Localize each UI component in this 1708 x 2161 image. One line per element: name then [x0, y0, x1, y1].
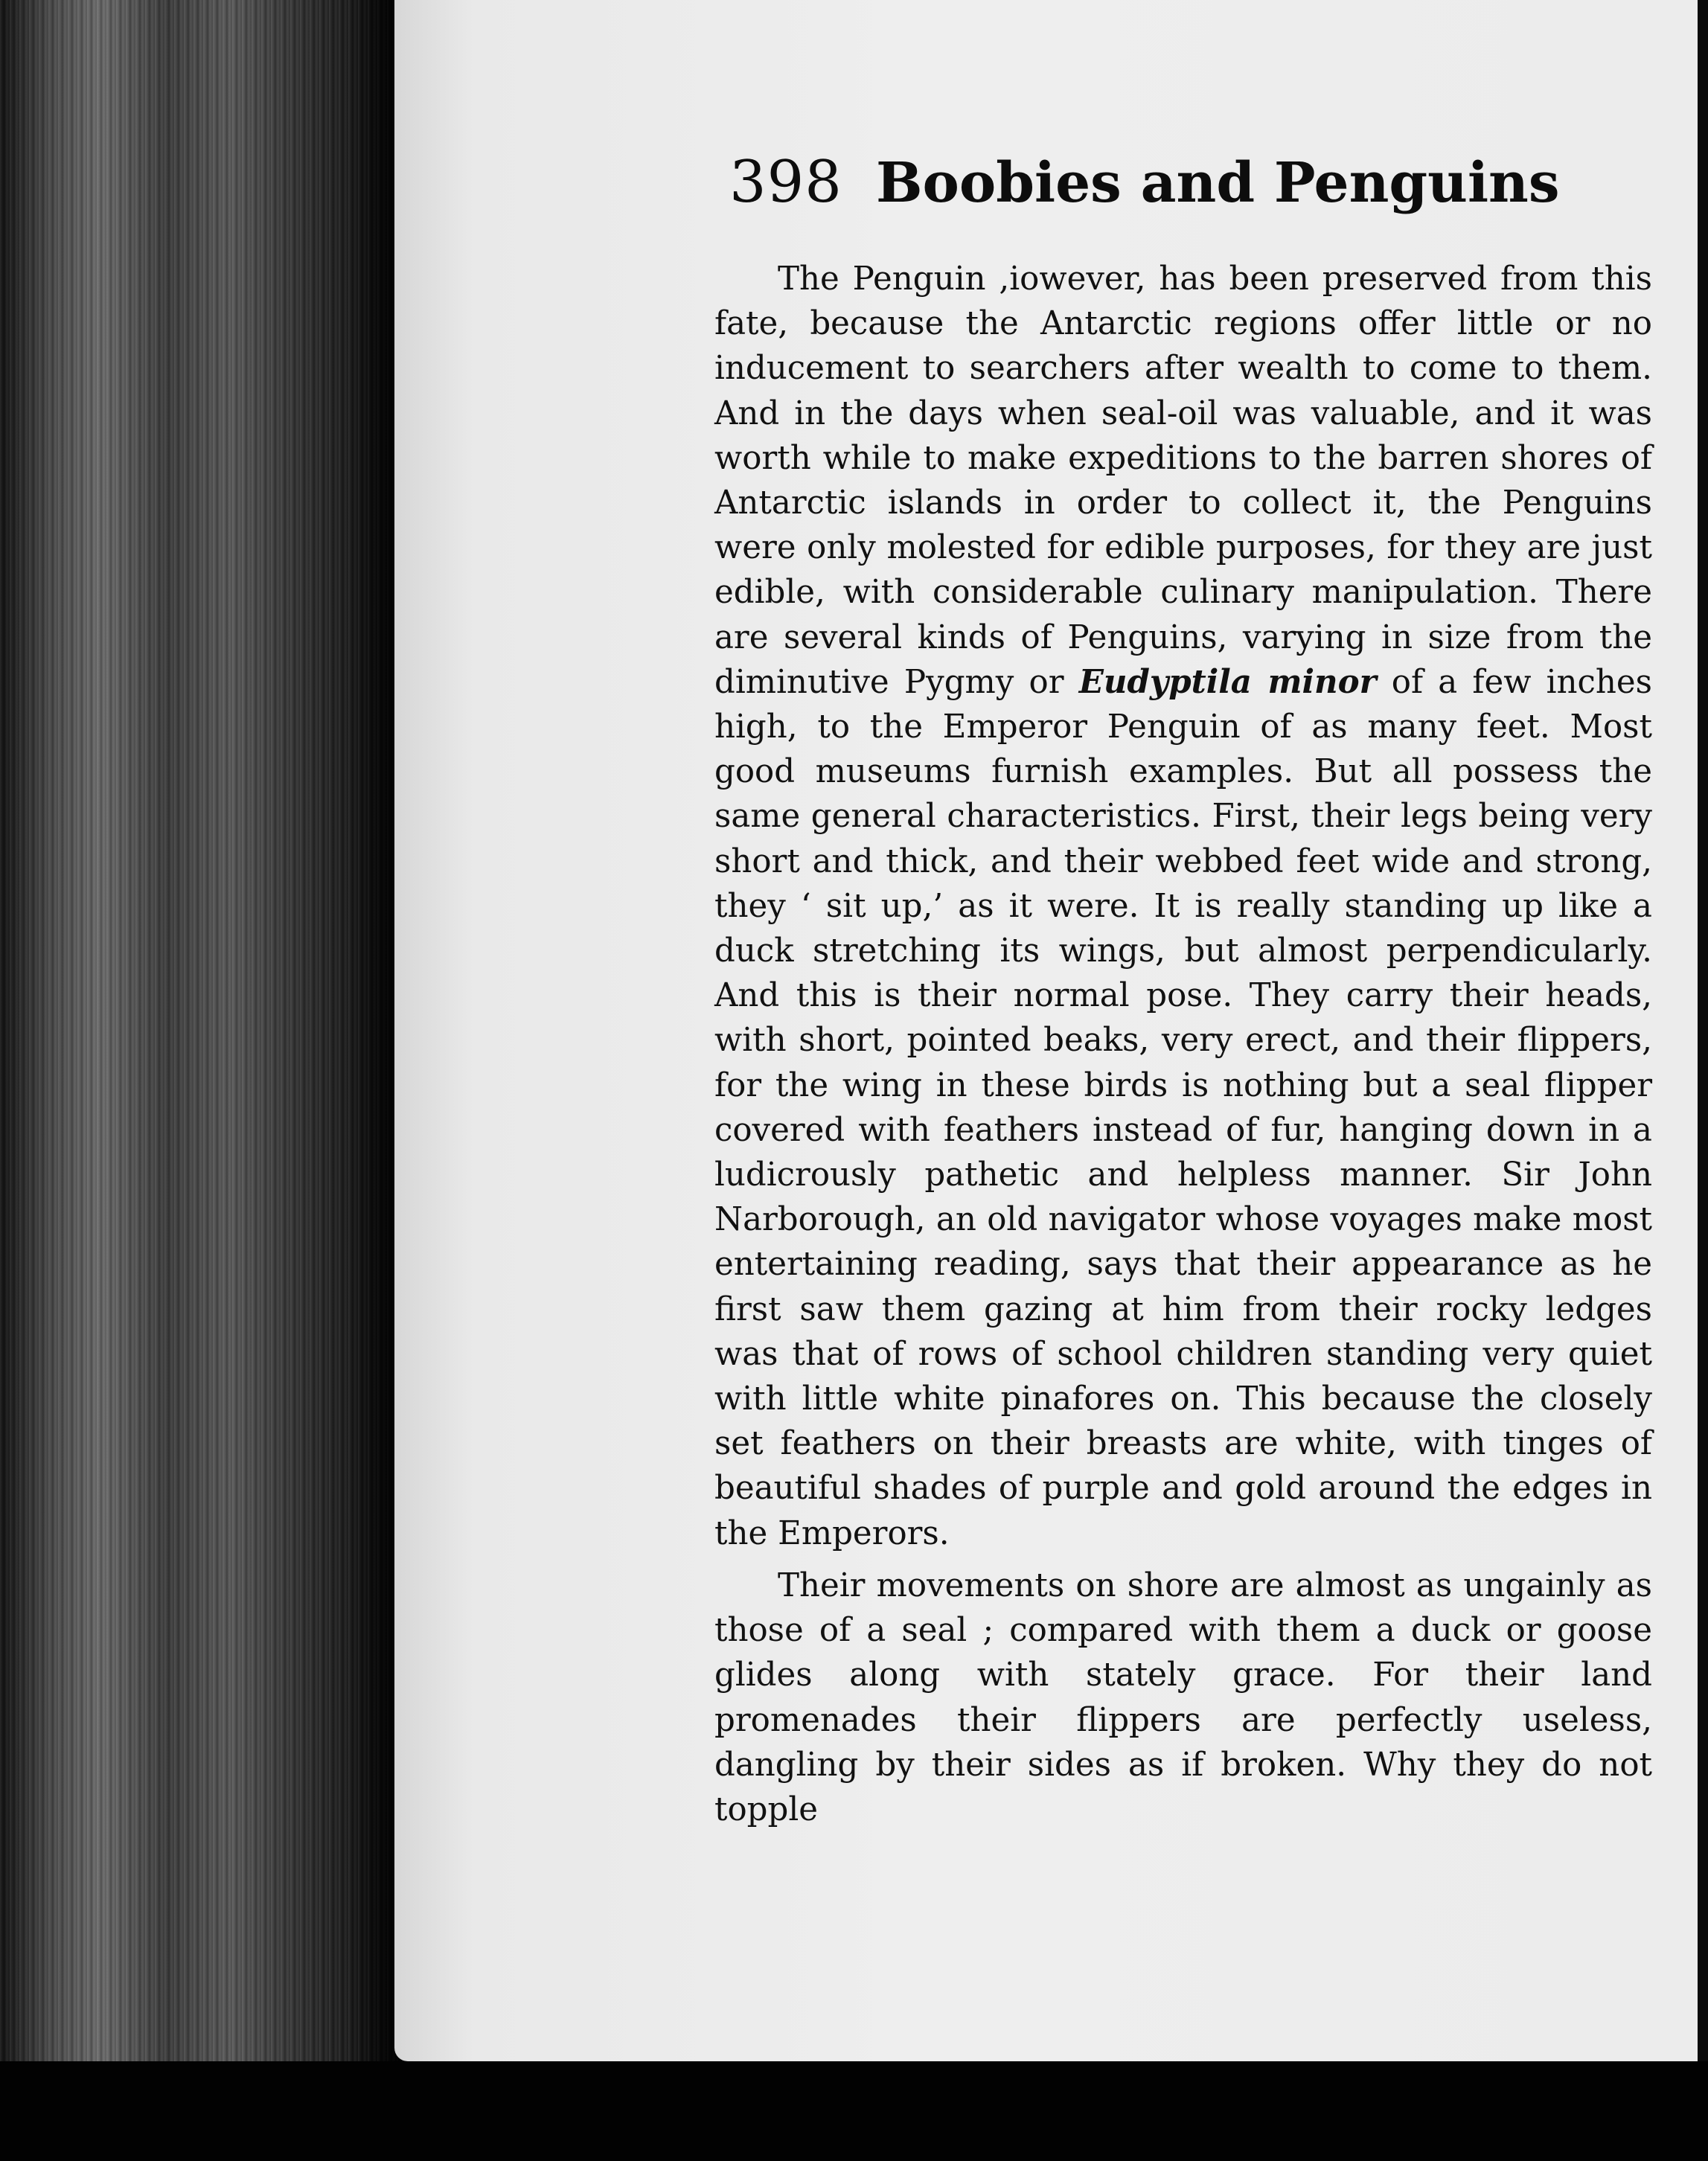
right-scan-edge: [1698, 0, 1708, 2161]
page-number: 398: [729, 149, 842, 216]
paragraph-1-text-a: The Penguin ,iowever, has been preserved from this fate, because the Antarctic regions offer little or no inducement to searchers after wealth to come to them. And in the days when seal-oil was valuable, and it was worth while to make expeditions to the barren shores of Antarctic islands in order to collect it, the Penguins were only molested for edible purposes, for they are just edible, with considerable culinary manipulation. There are several kinds of Penguins, varying in size from the diminutive Pygmy or: [714, 260, 1652, 701]
paragraph-2: Their movements on shore are almost as ungainly as those of a seal ; compared with them a duck or goose glides along with stately grace. For their land promenades their flippers are perfectly useless, dangling by their sides as if broken. Why they do not topple: [714, 1566, 1652, 1828]
species-name: Eudyptila minor: [1078, 662, 1377, 701]
bottom-scan-edge: [0, 2061, 1708, 2161]
running-title: Boobies and Penguins: [875, 151, 1560, 215]
paragraph-1-text-b: of a few inches high, to the Emperor Penguin of as many feet. Most good museums furnish examples. But all possess the same general characteristics. First, their legs being very short and thick, and their webbed feet wide and strong, they ‘ sit up,’ as it were. It is really standing up like a duck stretching its wings, but almost perpendicularly. And this is their normal pose. They carry their heads, with short, pointed beaks, very erect, and their flippers, for the wing in these birds is nothing but a seal flipper covered with feathers instead of fur, hanging down in a ludicrously pathetic and helpless manner. Sir John Narborough, an old navigator whose voyages make most entertaining reading, says that their appearance as he first saw them gazing at him from their rocky ledges was that of rows of school children standing very quiet with little white pinafores on. This because the closely set feathers on their breasts are white, with tinges of beautiful shades of purple and gold around the edges in the Emperors.: [714, 663, 1652, 1552]
paragraph-1: [714, 257, 1652, 1556]
page-header: [729, 149, 1560, 216]
body-text: [714, 257, 1652, 1832]
